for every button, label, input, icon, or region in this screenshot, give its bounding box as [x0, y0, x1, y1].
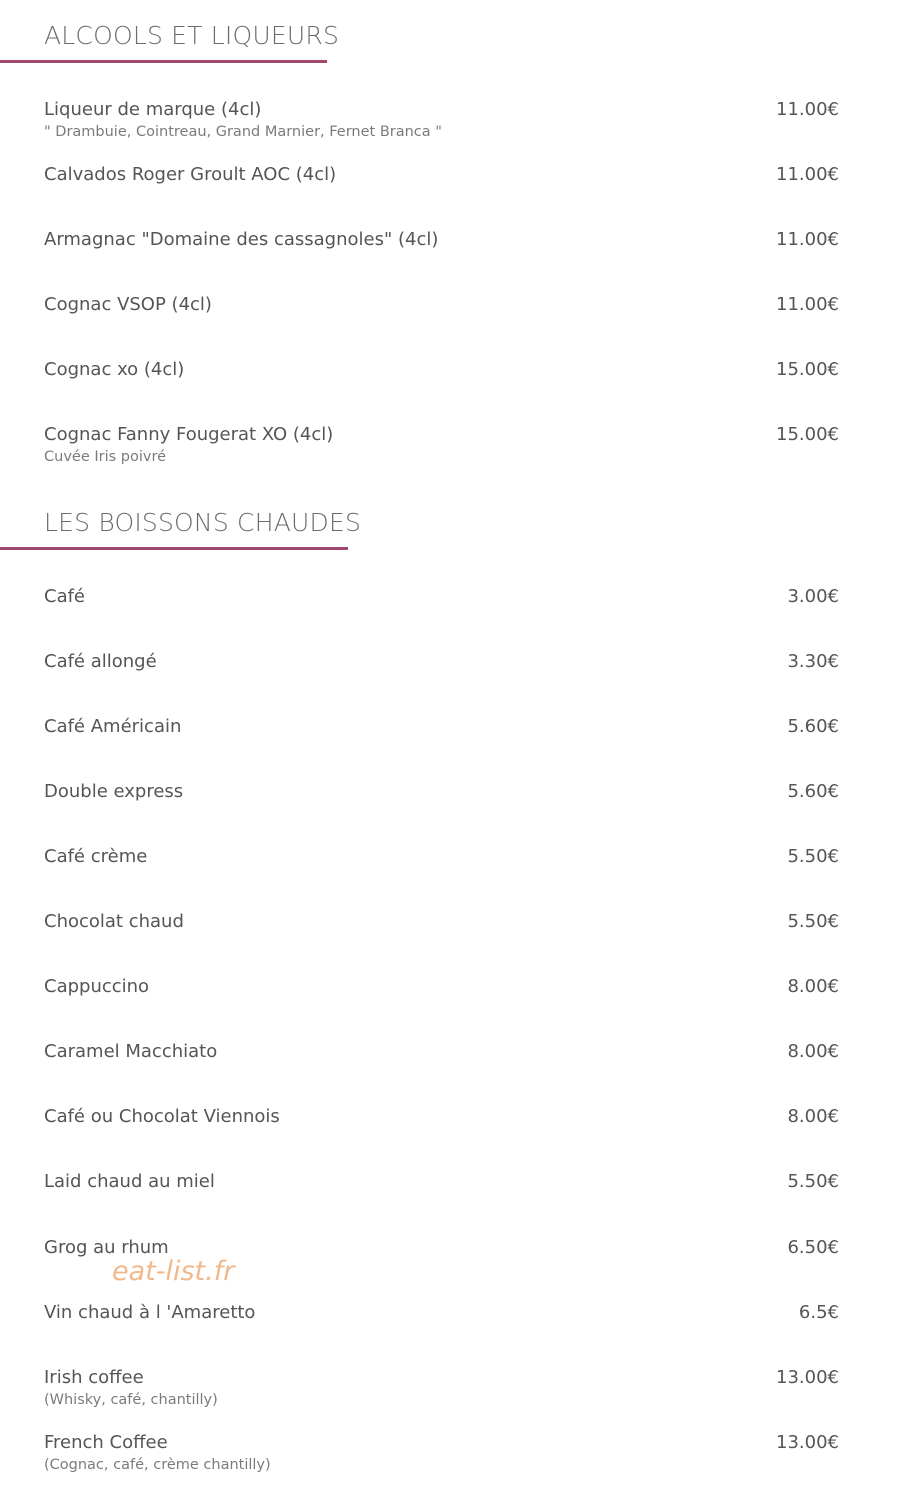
item-name: Café [44, 586, 86, 607]
menu-item [44, 1302, 839, 1342]
item-price: 8.00€ [787, 1106, 839, 1127]
item-name: Laid chaud au miel [44, 1171, 215, 1192]
item-name: Cognac xo (4cl) [44, 359, 185, 380]
item-price: 3.30€ [787, 651, 839, 672]
item-price: 5.50€ [787, 1171, 839, 1192]
item-price: 11.00€ [776, 99, 839, 120]
menu-item [44, 99, 839, 139]
item-name: Grog au rhum [44, 1237, 169, 1258]
item-name: Vin chaud à l 'Amaretto [44, 1302, 256, 1323]
section-title-alcools: ALCOOLS ET LIQUEURS [44, 21, 340, 50]
item-name: Café Américain [44, 716, 182, 737]
menu-item [44, 1171, 839, 1211]
menu-item [44, 976, 839, 1016]
item-price: 8.00€ [787, 1041, 839, 1062]
menu-item [44, 586, 839, 626]
item-name: Caramel Macchiato [44, 1041, 218, 1062]
section-underline-alcools [0, 60, 327, 63]
item-name: Cognac VSOP (4cl) [44, 294, 212, 315]
item-name: Chocolat chaud [44, 911, 184, 932]
menu-item [44, 1432, 839, 1472]
item-price: 15.00€ [776, 359, 839, 380]
menu-item [44, 424, 839, 464]
section-title-boissons-chaudes: LES BOISSONS CHAUDES [44, 508, 362, 537]
item-description: Cuvée Iris poivré [44, 449, 167, 465]
item-price: 13.00€ [776, 1367, 839, 1388]
item-name: Irish coffee [44, 1367, 144, 1388]
item-price: 11.00€ [776, 229, 839, 250]
menu-item [44, 1367, 839, 1407]
item-name: Cognac Fanny Fougerat XO (4cl) [44, 424, 334, 445]
menu-item [44, 294, 839, 334]
item-price: 5.50€ [787, 911, 839, 932]
item-price: 6.50€ [787, 1237, 839, 1258]
menu-item [44, 1106, 839, 1146]
menu-item [44, 229, 839, 269]
item-price: 5.60€ [787, 716, 839, 737]
item-price: 11.00€ [776, 164, 839, 185]
item-name: Armagnac "Domaine des cassagnoles" (4cl) [44, 229, 439, 250]
menu-item [44, 164, 839, 204]
menu-item [44, 846, 839, 886]
menu-item [44, 359, 839, 399]
menu-item [44, 911, 839, 951]
item-price: 5.60€ [787, 781, 839, 802]
menu-item [44, 781, 839, 821]
item-name: Double express [44, 781, 184, 802]
item-name: Café ou Chocolat Viennois [44, 1106, 280, 1127]
menu-item [44, 716, 839, 756]
item-name: Cappuccino [44, 976, 150, 997]
item-price: 11.00€ [776, 294, 839, 315]
item-name: Calvados Roger Groult AOC (4cl) [44, 164, 337, 185]
menu-item [44, 1041, 839, 1081]
item-name: Café crème [44, 846, 148, 867]
item-price: 15.00€ [776, 424, 839, 445]
item-description: " Drambuie, Cointreau, Grand Marnier, Fernet Branca " [44, 124, 442, 140]
watermark-text: eat-list.fr [112, 1256, 235, 1287]
menu-item [44, 651, 839, 691]
item-price: 3.00€ [787, 586, 839, 607]
item-name: Liqueur de marque (4cl) [44, 99, 262, 120]
item-description: (Cognac, café, crème chantilly) [44, 1457, 271, 1473]
item-price: 13.00€ [776, 1432, 839, 1453]
item-price: 8.00€ [787, 976, 839, 997]
item-description: (Whisky, café, chantilly) [44, 1392, 218, 1408]
section-underline-boissons-chaudes [0, 547, 348, 550]
item-name: French Coffee [44, 1432, 168, 1453]
item-price: 5.50€ [787, 846, 839, 867]
item-price: 6.5€ [798, 1302, 839, 1323]
item-name: Café allongé [44, 651, 157, 672]
